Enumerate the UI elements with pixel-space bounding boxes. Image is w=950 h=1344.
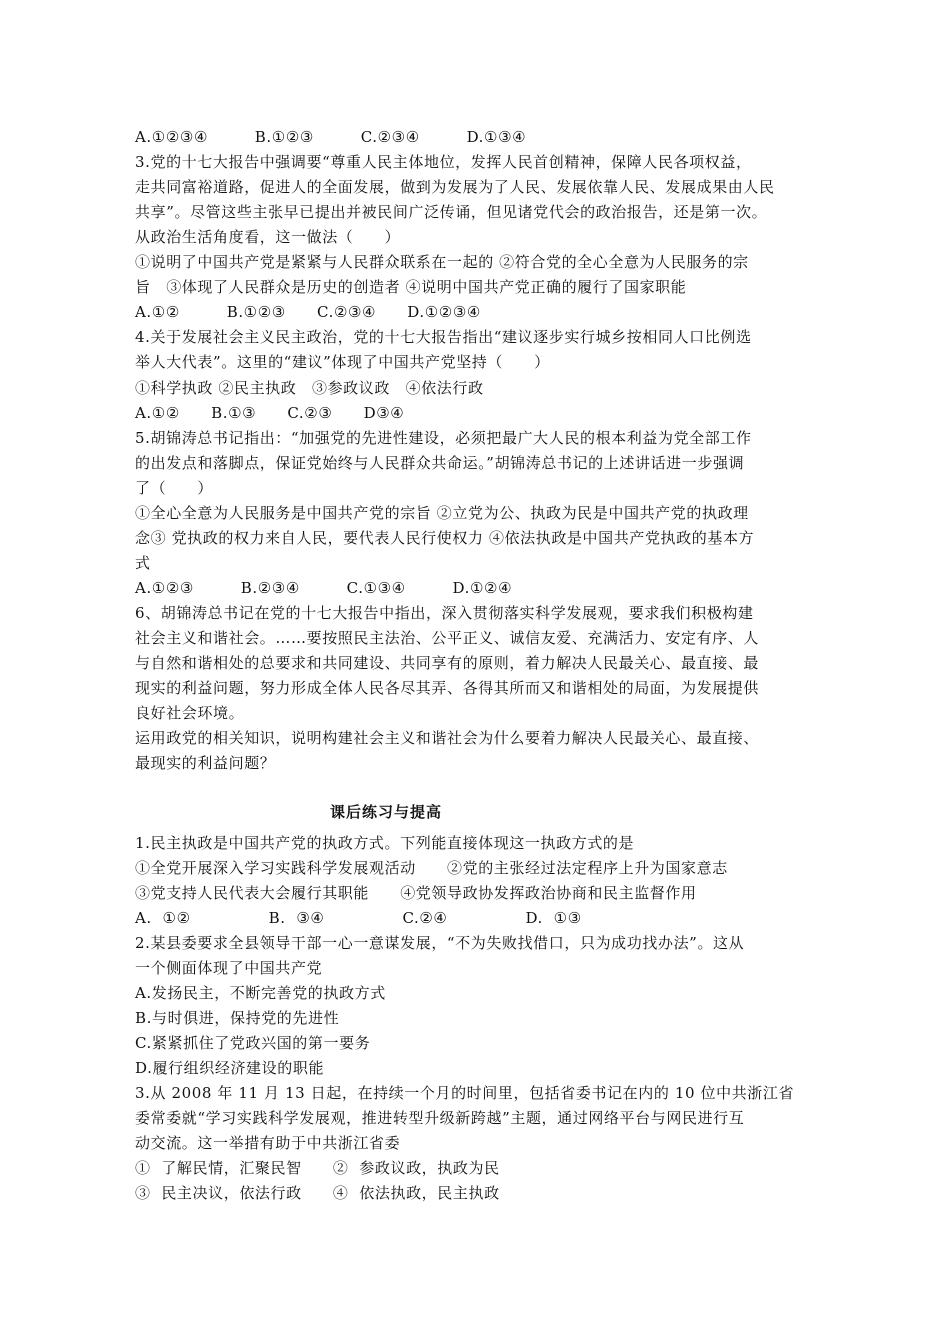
text-line: A.①②③ B.②③④ C.①③④ D.①②④ (135, 578, 513, 597)
text-line: 1.民主执政是中国共产党的执政方式。下列能直接体现这一执政方式的是 (135, 834, 635, 852)
text-line: 举人大代表”。这里的“建议”体现了中国共产党坚持（ ） (135, 353, 550, 372)
text-line: A.发扬民主，不断完善党的执政方式 (135, 984, 386, 1002)
text-line: 与自然和谐相处的总要求和共同建设、共同享有的原则，着力解决人民最关心、最直接、最 (135, 654, 760, 673)
text-line: 委常委就“学习实践科学发展观，推进转型升级新跨越”主题，通过网络平台与网民进行互 (135, 1109, 745, 1127)
text-line: 运用政党的相关知识，说明构建社会主义和谐社会为什么要着力解决人民最关心、最直接、 (135, 729, 760, 748)
text-line: ①全心全意为人民服务是中国共产党的宗旨 ②立党为公、执政为民是中国共产党的执政理 (135, 503, 749, 522)
text-line: 社会主义和谐社会。……要按照民主法治、公平正义、诚信友爱、充满活力、安定有序、人 (135, 629, 760, 647)
text-line: 从政治生活角度看，这一做法（ ） (135, 228, 401, 247)
text-line: 3.从 2008 年 11 月 13 日起，在持续一个月的时间里，包括省委书记在内的 10 位中共浙江省 (135, 1084, 795, 1102)
text-line: ③ 民主决议，依法行政 ④ 依法执政，民主执政 (135, 1184, 500, 1202)
text-line: 的出发点和落脚点，保证党始终与人民群众共命运。”胡锦涛总书记的上述讲话进一步强调 (135, 453, 745, 472)
text-line: ① 了解民情，汇聚民智 ② 参政议政，执政为民 (135, 1159, 500, 1177)
text-line: C.紧紧抓住了党政兴国的第一要务 (135, 1034, 371, 1052)
text-line: 动交流。这一举措有助于中共浙江省委 (135, 1134, 401, 1152)
section-heading: 课后练习与提高 (330, 803, 443, 821)
text-line: A. ①② B. ③④ C.②④ D. ①③ (135, 909, 582, 927)
text-line: A.①② B.①③ C.②③ D③④ (135, 403, 405, 422)
text-line: ①全党开展深入学习实践科学发展观活动 ②党的主张经过法定程序上升为国家意志 (135, 859, 728, 877)
text-line: 现实的利益问题，努力形成全体人民各尽其弄、各得其所而又和谐相处的局面，为发展提供 (135, 679, 760, 698)
text-line: 式 (135, 553, 151, 572)
text-line: 了（ ） (135, 478, 214, 497)
text-line: ③党支持人民代表大会履行其职能 ④党领导政协发挥政治协商和民主监督作用 (135, 884, 697, 902)
text-line: B.与时俱进，保持党的先进性 (135, 1009, 340, 1027)
text-line: 3.党的十七大报告中强调要“尊重人民主体地位，发挥人民首创精神，保障人民各项权益， (135, 153, 752, 172)
text-line: 良好社会环境。 (135, 704, 245, 723)
text-line: A.①②③④ B.①②③ C.②③④ D.①③④ (135, 128, 527, 146)
text-line: 走共同富裕道路，促进人的全面发展，做到为发展为了人民、发展依靠人民、发展成果由人民 (135, 178, 775, 197)
text-line: 6、胡锦涛总书记在党的十七大报告中指出，深入贯彻落实科学发展观，要求我们积极构建 (135, 603, 754, 622)
text-line: ①科学执政 ②民主执政 ③参政议政 ④依法行政 (135, 378, 484, 397)
text-line: A.①② B.①②③ C.②③④ D.①②③④ (135, 303, 481, 322)
text-line: ①说明了中国共产党是紧紧与人民群众联系在一起的 ②符合党的全心全意为人民服务的宗 (135, 253, 749, 272)
text-line: 念③ 党执政的权力来自人民，要代表人民行使权力 ④依法执政是中国共产党执政的基本方 (135, 528, 755, 547)
text-line: 2.某县委要求全县领导干部一心一意谋发展，“不为失败找借口，只为成功找办法”。这从 (135, 934, 745, 952)
text-line: 最现实的利益问题？ (135, 754, 276, 773)
text-line: D.履行组织经济建设的职能 (135, 1059, 325, 1077)
text-line: 4.关于发展社会主义民主政治，党的十七大报告指出“建议逐步实行城乡按相同人口比例选 (135, 328, 752, 347)
text-line: 5.胡锦涛总书记指出：“加强党的先进性建设，必须把最广大人民的根本利益为党全部工作 (135, 428, 752, 447)
text-line: 旨 ③体现了人民群众是历史的创造者 ④说明中国共产党正确的履行了国家职能 (135, 278, 687, 297)
text-line: 共享”。尽管这些主张早已提出并被民间广泛传诵，但见诸党代会的政治报告，还是第一次。 (135, 203, 768, 222)
text-line: 一个侧面体现了中国共产党 (135, 959, 323, 977)
